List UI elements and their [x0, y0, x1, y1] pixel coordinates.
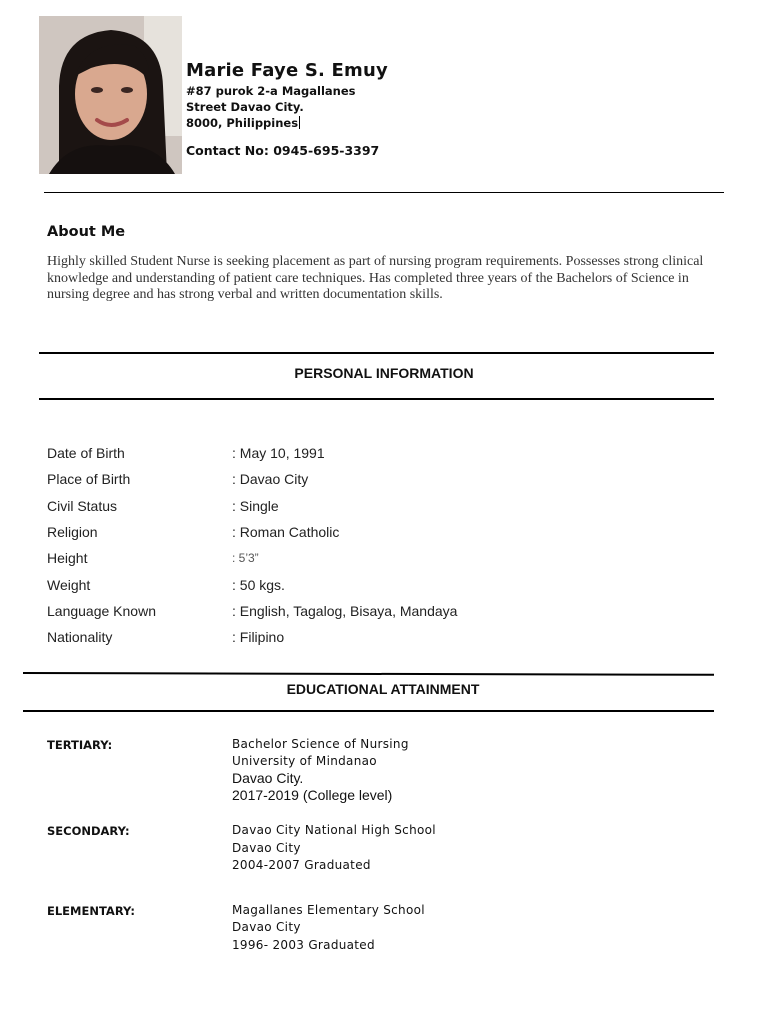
address-line-2: Street Davao City.: [186, 100, 304, 114]
height-label: Height: [47, 550, 88, 566]
about-text: Highly skilled Student Nurse is seeking placement as part of nursing program requirements. Possesses strong clinical knowledge and understanding of patient care techniques. Has completed three years of the Bachelors of Science in nursing degree and has strong verbal and written documentation skills.: [47, 254, 704, 302]
person-portrait-icon: [39, 16, 182, 174]
civil-status-value: : Single: [232, 498, 279, 514]
personal-bottom-divider: [39, 398, 714, 400]
education-top-divider: [23, 672, 714, 676]
text-cursor: [299, 116, 300, 129]
elementary-years: 1996- 2003 Graduated: [232, 938, 375, 952]
weight-label: Weight: [47, 577, 91, 593]
elementary-city: Davao City: [232, 920, 301, 934]
address-line-3-text: 8000, Philippines: [186, 116, 299, 130]
elementary-label: ELEMENTARY:: [47, 904, 135, 918]
civil-status-label: Civil Status: [47, 498, 118, 514]
dob-value: : May 10, 1991: [232, 445, 325, 461]
pob-label: Place of Birth: [47, 471, 131, 487]
profile-photo: [39, 16, 182, 174]
dob-label: Date of Birth: [47, 445, 125, 461]
tertiary-label: TERTIARY:: [47, 738, 113, 752]
secondary-label: SECONDARY:: [47, 824, 130, 838]
tertiary-school: University of Mindanao: [232, 754, 377, 768]
education-bottom-divider: [23, 710, 714, 712]
religion-value: : Roman Catholic: [232, 524, 340, 540]
nationality-value: : Filipino: [232, 629, 285, 645]
personal-top-divider: [39, 352, 714, 354]
secondary-city: Davao City: [232, 841, 301, 855]
tertiary-course: Bachelor Science of Nursing: [232, 737, 409, 751]
contact-number: Contact No: 0945-695-3397: [186, 143, 380, 158]
nationality-label: Nationality: [47, 629, 113, 645]
secondary-school: Davao City National High School: [232, 823, 436, 837]
tertiary-years: 2017-2019 (College level): [232, 787, 393, 803]
about-heading: About Me: [47, 224, 126, 240]
elementary-school: Magallanes Elementary School: [232, 903, 425, 917]
religion-label: Religion: [47, 524, 98, 540]
header-divider: [44, 192, 724, 193]
personal-section-title: PERSONAL INFORMATION: [294, 365, 474, 381]
language-label: Language Known: [47, 603, 156, 619]
address-line-3: [186, 115, 300, 131]
weight-value: : 50 kgs.: [232, 577, 285, 593]
secondary-years: 2004-2007 Graduated: [232, 858, 371, 872]
tertiary-city: Davao City.: [232, 770, 304, 786]
candidate-name: Marie Faye S. Emuy: [186, 60, 388, 81]
education-section-title: EDUCATIONAL ATTAINMENT: [286, 681, 480, 697]
pob-value: : Davao City: [232, 471, 309, 487]
address-line-1: #87 purok 2-a Magallanes: [186, 84, 356, 98]
language-value: : English, Tagalog, Bisaya, Mandaya: [232, 603, 458, 619]
height-value: : 5’3”: [232, 551, 259, 565]
